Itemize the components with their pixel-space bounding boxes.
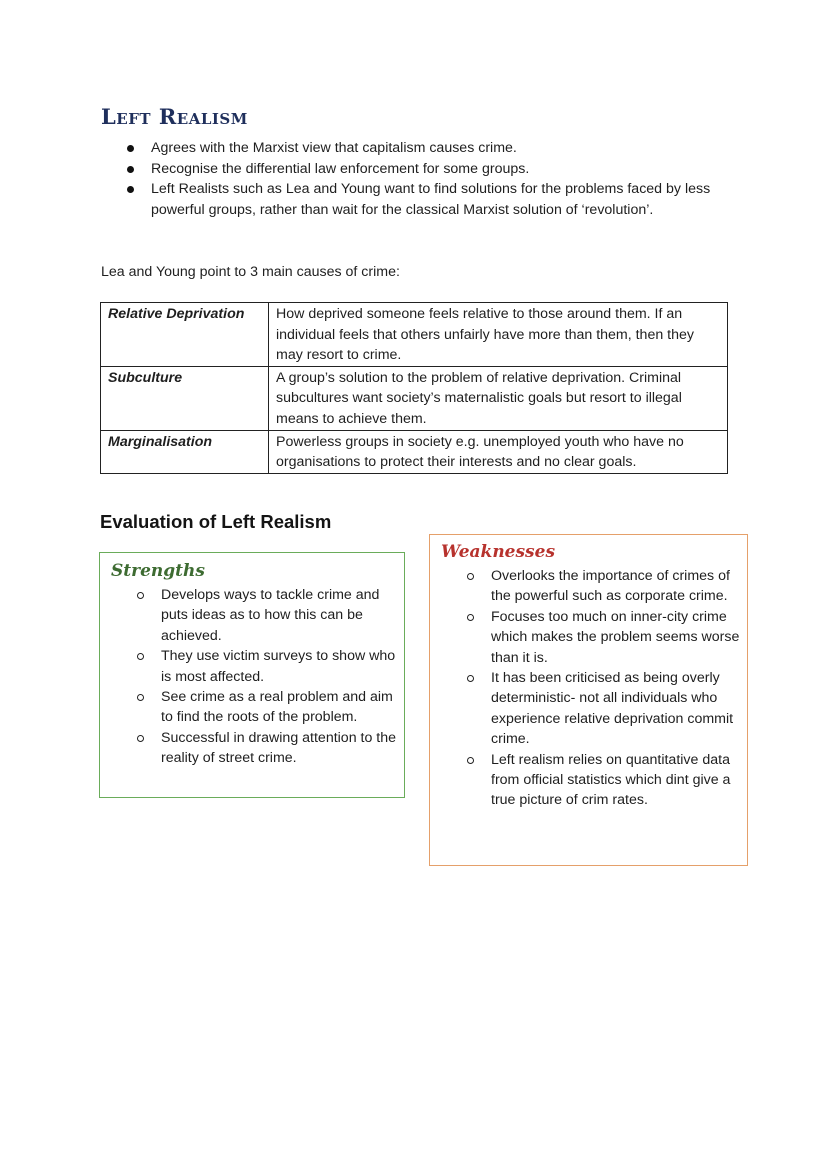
bullet-dot-icon <box>127 186 134 193</box>
list-item <box>136 585 398 646</box>
weaknesses-heading: Weaknesses <box>441 542 556 562</box>
circle-bullet-icon <box>137 653 144 660</box>
list-item <box>136 687 398 728</box>
bullet-item <box>124 179 734 220</box>
weakness-text: Left realism relies on quantitative data from official statistics which dint give a true picture of crim rates. <box>491 751 731 809</box>
circle-bullet-icon <box>137 694 144 701</box>
bullet-dot-icon <box>127 145 134 152</box>
bullet-dot-icon <box>127 166 134 173</box>
circle-bullet-icon <box>137 592 144 599</box>
weaknesses-list <box>466 566 740 811</box>
list-item <box>466 566 740 607</box>
table-row <box>101 303 728 367</box>
list-item <box>136 728 398 769</box>
cause-term: Marginalisation <box>101 430 269 473</box>
evaluation-title: Evaluation of Left Realism <box>100 511 332 532</box>
cause-definition: How deprived someone feels relative to those around them. If an individual feels that others unfairly have more than them, then they may resort to crime. <box>269 303 728 367</box>
list-item <box>466 668 740 750</box>
circle-bullet-icon <box>467 614 474 621</box>
strength-text: See crime as a real problem and aim to find the roots of the problem. <box>161 689 393 726</box>
weakness-text: Overlooks the importance of crimes of the powerful such as corporate crime. <box>491 568 730 605</box>
bullet-item <box>124 138 734 159</box>
table-row <box>101 366 728 430</box>
circle-bullet-icon <box>467 573 474 580</box>
section-title: Left Realism <box>101 104 248 129</box>
weakness-text: Focuses too much on inner-city crime which makes the problem seems worse than it is. <box>491 608 740 666</box>
circle-bullet-icon <box>467 757 474 764</box>
cause-definition: A group’s solution to the problem of relative deprivation. Criminal subcultures want society’s maternalistic goals but resort to illegal means to achieve them. <box>269 366 728 430</box>
cause-term: Relative Deprivation <box>101 303 269 367</box>
list-item <box>466 607 740 668</box>
bullet-text: Left Realists such as Lea and Young want to find solutions for the problems faced by less powerful groups, rather than wait for the classical Marxist solution of ‘revolution’. <box>151 181 711 218</box>
strengths-list <box>136 585 398 769</box>
strength-text: They use victim surveys to show who is most affected. <box>161 648 396 685</box>
strengths-box <box>99 552 405 798</box>
causes-intro: Lea and Young point to 3 main causes of crime: <box>101 264 400 280</box>
table-row <box>101 430 728 473</box>
circle-bullet-icon <box>467 675 474 682</box>
cause-term: Subculture <box>101 366 269 430</box>
causes-table <box>100 302 728 474</box>
bullet-text: Recognise the differential law enforcement for some groups. <box>151 160 530 177</box>
bullet-text: Agrees with the Marxist view that capitalism causes crime. <box>151 140 517 156</box>
list-item <box>136 646 398 687</box>
weakness-text: It has been criticised as being overly deterministic- not all individuals who experience relative deprivation commit crime. <box>491 670 734 748</box>
left-realism-bullet-list <box>124 138 734 220</box>
list-item <box>466 750 740 811</box>
weaknesses-box <box>429 534 748 866</box>
bullet-item <box>124 159 734 180</box>
cause-definition: Powerless groups in society e.g. unemployed youth who have no organisations to protect their interests and no clear goals. <box>269 430 728 473</box>
strengths-heading: Strengths <box>111 561 205 581</box>
circle-bullet-icon <box>137 735 144 742</box>
strength-text: Develops ways to tackle crime and puts ideas as to how this can be achieved. <box>161 587 380 644</box>
strength-text: Successful in drawing attention to the reality of street crime. <box>161 729 397 767</box>
